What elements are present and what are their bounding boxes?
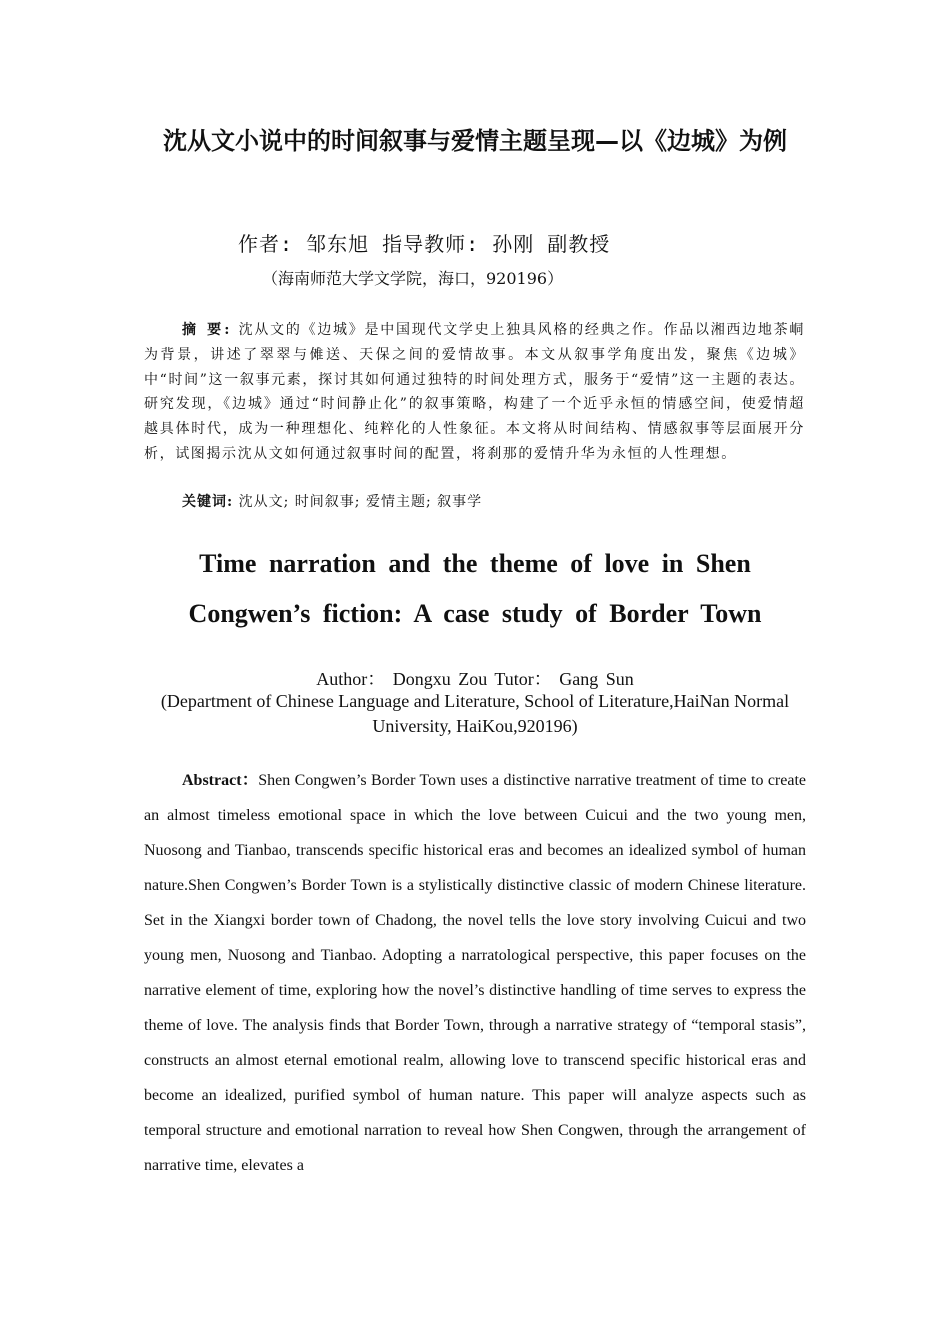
chinese-affiliation: （海南师范大学文学院，海口，920196）	[262, 269, 564, 288]
english-abstract	[144, 763, 806, 1218]
chinese-abstract-text: 沈从文的《边城》是中国现代文学史上独具风格的经典之作。作品以湘西边地茶峒为背景，讲述了翠翠与傩送、天保之间的爱情故事。本文从叙事学角度出发，聚焦《边城》中“时间”这一叙事元素，探讨其如何通过独特的时间处理方式，服务于“爱情”这一主题的表达。研究发现，《边城》通过“时间静止化”的叙事策略，构建了一个近乎永恒的情感空间，使爱情超越具体时代，成为一种理想化、纯粹化的人性象征。本文将从时间结构、情感叙事等层面展开分析，试图揭示沈从文如何通过叙事时间的配置，将刹那的爱情升华为永恒的人性理想。	[144, 322, 805, 462]
chinese-abstract-label: 摘 要:	[182, 322, 233, 338]
english-affiliation: (Department of Chinese Language and Literature, School of Literature,HaiNan Normal University, HaiKou,920196)	[160, 691, 790, 736]
english-authors: Author： Dongxu Zou Tutor： Gang Sun	[316, 669, 634, 689]
chinese-keywords-text: 沈从文; 时间叙事; 爱情主题; 叙事学	[238, 494, 483, 510]
chinese-keywords	[182, 491, 482, 511]
english-abstract-label: Abstract：	[182, 772, 259, 789]
english-abstract-text: Shen Congwen’s Border Town uses a distinctive narrative treatment of time to create an almost timeless emotional space in which the love between Cuicui and the two young men, Nuosong and Tianbao, transcends specific historical eras and becomes an idealized symbol of human nature.Shen Congwen’s Border Town is a stylistically distinctive classic of modern Chinese literature. Set in the Xiangxi border town of Chadong, the novel tells the love story involving Cuicui and two young men, Nuosong and Tianbao. Adopting a narratological perspective, this paper focuses on the narrative element of time, exploring how the novel’s distinctive handling of time serves to express the theme of love. The analysis finds that Border Town, through a narrative strategy of “temporal stasis”, constructs an almost eternal emotional realm, allowing love to transcend specific historical eras and become an idealized, purified symbol of human nature. This paper will analyze aspects such as temporal structure and emotional narration to reveal how Shen Congwen, through the arrangement of narrative time, elevates a	[144, 772, 806, 1174]
english-title: Time narration and the theme of love in Shen Congwen’s fiction: A case study of Border Town	[188, 549, 762, 628]
chinese-authors: 作者: 邹东旭 指导教师: 孙刚 副教授	[238, 232, 611, 256]
chinese-abstract	[144, 318, 805, 467]
chinese-keywords-label: 关键词:	[182, 494, 234, 510]
chinese-title: 沈从文小说中的时间叙事与爱情主题呈现—以《边城》为例	[163, 127, 787, 155]
